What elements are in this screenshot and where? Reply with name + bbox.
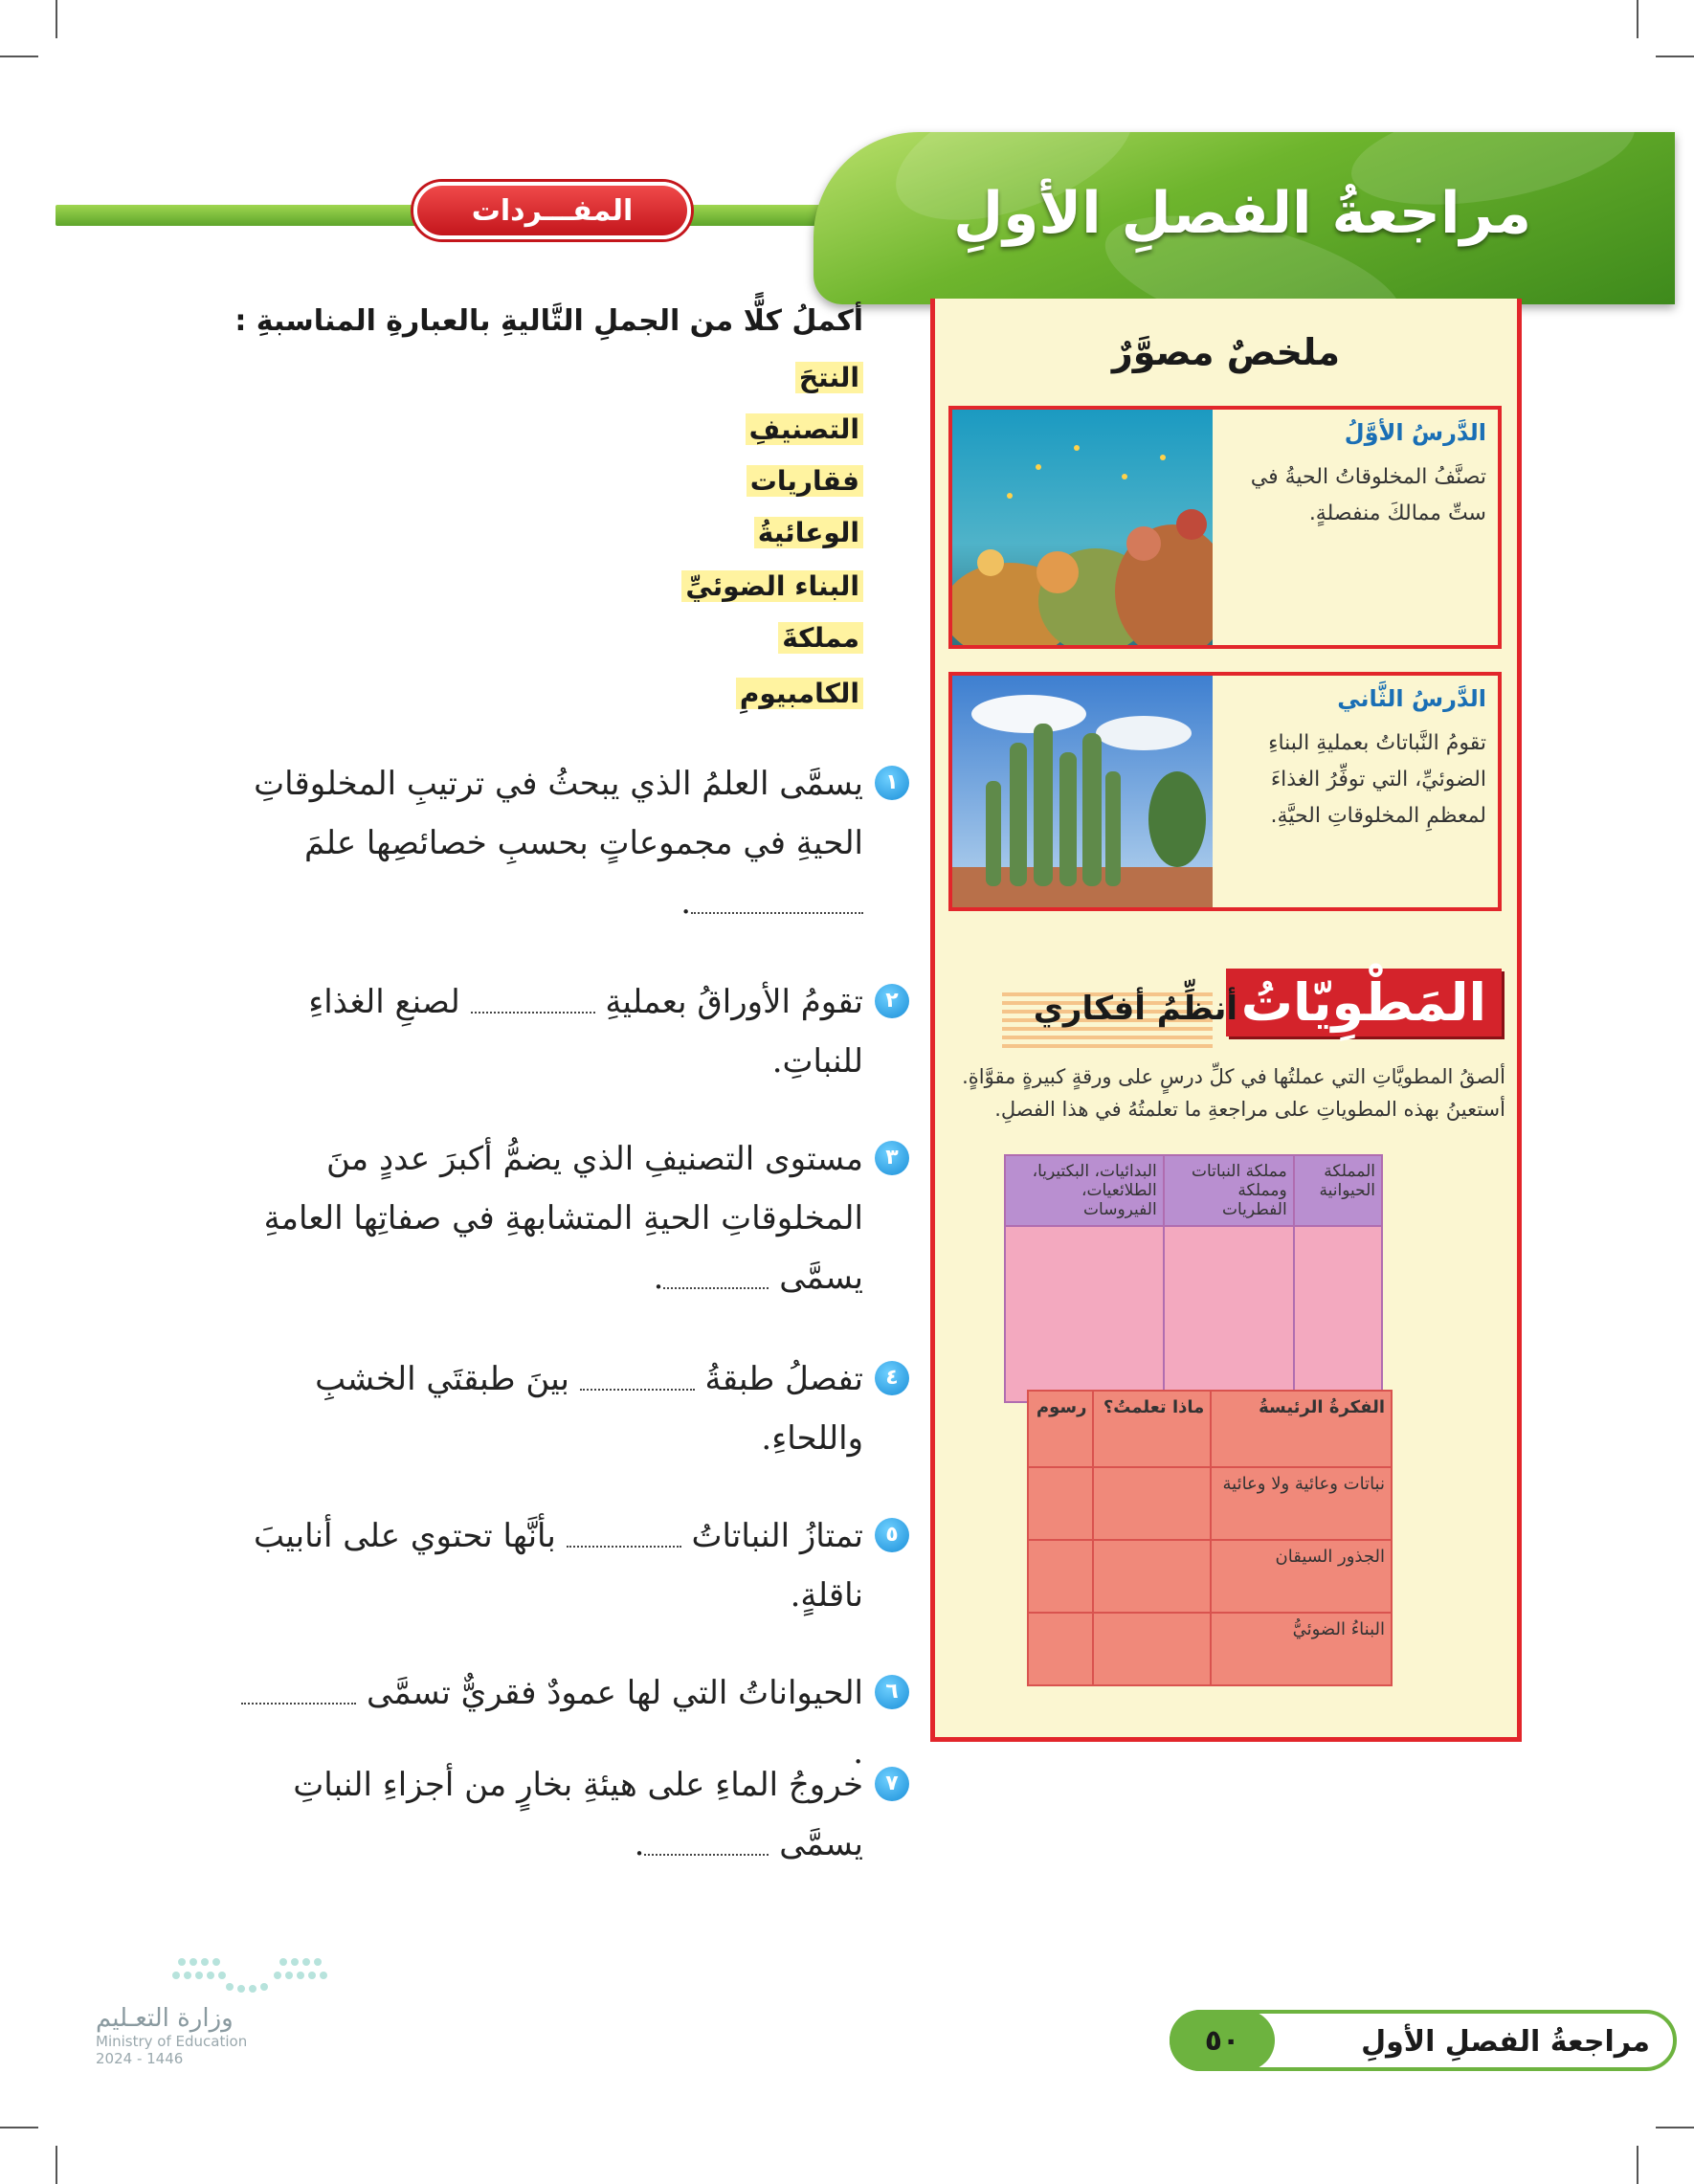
crop-mark xyxy=(0,56,38,57)
question-number: ٦ xyxy=(875,1675,909,1709)
crop-mark xyxy=(56,2146,57,2184)
question-6: ٦ الحيواناتُ التي لها عمودٌ فقريٌّ تسمَّى . xyxy=(232,1663,863,1782)
crop-mark xyxy=(1637,2146,1638,2184)
chapter-review-title: مراجعةُ الفصلِ الأولِ xyxy=(953,180,1531,247)
question-number: ٢ xyxy=(875,984,909,1018)
ministry-logo xyxy=(96,1952,345,2067)
coral-reef-image xyxy=(952,410,1213,645)
question-number: ٥ xyxy=(875,1518,909,1552)
question-text: بأنَّها تحتوي على أنابيبَ ناقلةٍ. xyxy=(254,1517,863,1615)
crop-mark xyxy=(1656,2127,1694,2128)
crop-mark xyxy=(1637,0,1638,38)
foldable-review-table xyxy=(1027,1390,1393,1686)
question-text: الحيواناتُ التي لها عمودٌ فقريٌّ تسمَّى xyxy=(367,1674,863,1712)
ministry-logo-dots xyxy=(96,1952,345,2000)
vocab-section-badge xyxy=(413,182,691,239)
question-text: تمتازُ النباتاتُ xyxy=(691,1517,863,1555)
foldables-title: المَطْوِيّاتُ xyxy=(1226,969,1502,1036)
vocab-word: التصنيفِ xyxy=(746,413,863,445)
foldables-description: ألصقُ المطويَّاتِ التي عملتُها في كلِّ درسٍ على ورقةٍ كبيرةٍ مقوَّاةٍ. أستعينُ بهذه المطوياتِ على مراجعةِ ما تعلمتُهُ في هذا الفصلِ. xyxy=(962,1065,1505,1121)
summary-heading: ملخصٌ مصوَّرٌ xyxy=(1111,331,1341,373)
foldable-col-animal: المملكة الحيوانية xyxy=(1294,1155,1382,1226)
question-number: ٣ xyxy=(875,1141,909,1175)
answer-blank[interactable] xyxy=(644,1837,769,1856)
question-text: تفصلُ طبقةُ xyxy=(704,1360,863,1398)
answer-blank[interactable] xyxy=(567,1528,681,1548)
foldable-row-label: الجذور السيقان xyxy=(1211,1540,1392,1613)
crop-mark xyxy=(56,0,57,38)
question-number: ٧ xyxy=(875,1767,909,1801)
vocab-word: الوعائيةُ xyxy=(754,517,863,548)
ministry-year: 2024 - 1446 xyxy=(96,2050,184,2067)
page-number: ٥٠ xyxy=(1170,2010,1275,2071)
foldable-kingdoms-table xyxy=(1004,1154,1383,1403)
question-5 xyxy=(232,1506,899,1625)
lesson-1-box xyxy=(948,406,1502,649)
foldables-subtitle: أنظِّمُ أفكاري xyxy=(1033,990,1237,1028)
foldable-col-plant-fungi: مملكة النباتات ومملكة الفطريات xyxy=(1164,1155,1294,1226)
question-text: بينَ طبقتَي الخشبِ واللحاءِ. xyxy=(315,1360,863,1458)
crop-mark xyxy=(1656,56,1694,57)
lesson-2-title: الدَّرسُ الثَّاني xyxy=(1337,685,1486,712)
lesson-1-title: الدَّرسُ الأوَّلُ xyxy=(1344,419,1486,446)
lesson-1-body: تصنَّفُ المخلوقاتُ الحيةُ في ستِّ ممالكَ منفصلةٍ. xyxy=(1250,465,1486,525)
question-1: ١ يسمَّى العلمُ الذي يبحثُ في ترتيبِ المخلوقاتِ الحيةِ في مجموعاتٍ بحسبِ خصائصِها علمَ . xyxy=(232,754,863,932)
question-text: خروجُ الماءِ على هيئةِ بخارٍ من أجزاءِ النباتِ يسمَّى xyxy=(293,1766,863,1863)
question-number: ١ xyxy=(875,766,909,800)
chapter-title-banner xyxy=(814,132,1675,304)
crop-mark xyxy=(0,2127,38,2128)
question-text: مستوى التصنيفِ الذي يضمُّ أكبرَ عددٍ منَ المخلوقاتِ الحيةِ المتشابهةِ في صفاتِها العامةِ يسمَّى xyxy=(263,1140,863,1297)
vocab-word: مملكةَ xyxy=(778,622,863,654)
vocab-word: النتحَ xyxy=(795,362,863,393)
foldable-main-idea-header: الفكرةُ الرئيسةُ xyxy=(1211,1391,1392,1467)
foldable-row-label: نباتات وعائية ولا وعائية xyxy=(1211,1467,1392,1540)
foldable-drawings-header: رسوم xyxy=(1028,1391,1093,1467)
question-7: ٧ خروجُ الماءِ على هيئةِ بخارٍ من أجزاءِ النباتِ يسمَّى . xyxy=(232,1755,863,1874)
ministry-name-en: Ministry of Education xyxy=(96,2033,248,2050)
vocab-section-label: المفـــردات xyxy=(471,193,634,228)
footer-chapter-label: مراجعةُ الفصلِ الأولِ xyxy=(1361,2025,1650,2059)
answer-blank[interactable] xyxy=(471,994,595,1014)
answer-blank[interactable] xyxy=(580,1371,695,1391)
question-text: لصنعِ الغذاءِ للنباتِ. xyxy=(308,983,863,1081)
question-4 xyxy=(232,1349,899,1468)
page-footer xyxy=(1170,2010,1677,2071)
answer-blank[interactable] xyxy=(663,1270,769,1289)
question-2 xyxy=(232,972,899,1091)
question-number: ٤ xyxy=(875,1361,909,1395)
foldable-row-label: البناءُ الضوئيُّ xyxy=(1211,1613,1392,1685)
question-text: يسمَّى العلمُ الذي يبحثُ في ترتيبِ المخلوقاتِ الحيةِ في مجموعاتٍ بحسبِ خصائصِها علمَ xyxy=(254,765,863,862)
visual-summary-panel xyxy=(930,299,1522,1742)
vocab-word: فقاريات xyxy=(747,465,863,497)
question-text: تقومُ الأوراقُ بعمليةِ xyxy=(605,983,863,1021)
vocab-word: الكامبيومِ xyxy=(736,678,863,709)
lesson-2-body: تقومُ النَّباتاتُ بعمليةِ البناءِ الضوئيِّ، التي توفِّرُ الغذاءَ لمعظمِ المخلوقاتِ الحيَّةِ. xyxy=(1268,731,1486,828)
vocab-word: البناء الضوئيِّ xyxy=(681,570,863,602)
cactus-image xyxy=(952,676,1213,907)
answer-blank[interactable] xyxy=(691,895,863,914)
question-3: ٣ مستوى التصنيفِ الذي يضمُّ أكبرَ عددٍ منَ المخلوقاتِ الحيةِ المتشابهةِ في صفاتِها العامةِ يسمَّى . xyxy=(232,1129,863,1307)
foldable-col-microbes: البدائيات، البكتيريا، الطلائعيات، الفيروسات xyxy=(1005,1155,1164,1226)
ministry-name-ar: وزارة التعـليم xyxy=(96,2004,234,2033)
answer-blank[interactable] xyxy=(241,1685,356,1705)
vocab-instruction: أكملُ كلًّا من الجملِ التَّاليةِ بالعبارةِ المناسبةِ : xyxy=(234,304,863,338)
lesson-2-box xyxy=(948,672,1502,911)
foldable-learned-header: ماذا تعلمتُ؟ xyxy=(1093,1391,1211,1467)
